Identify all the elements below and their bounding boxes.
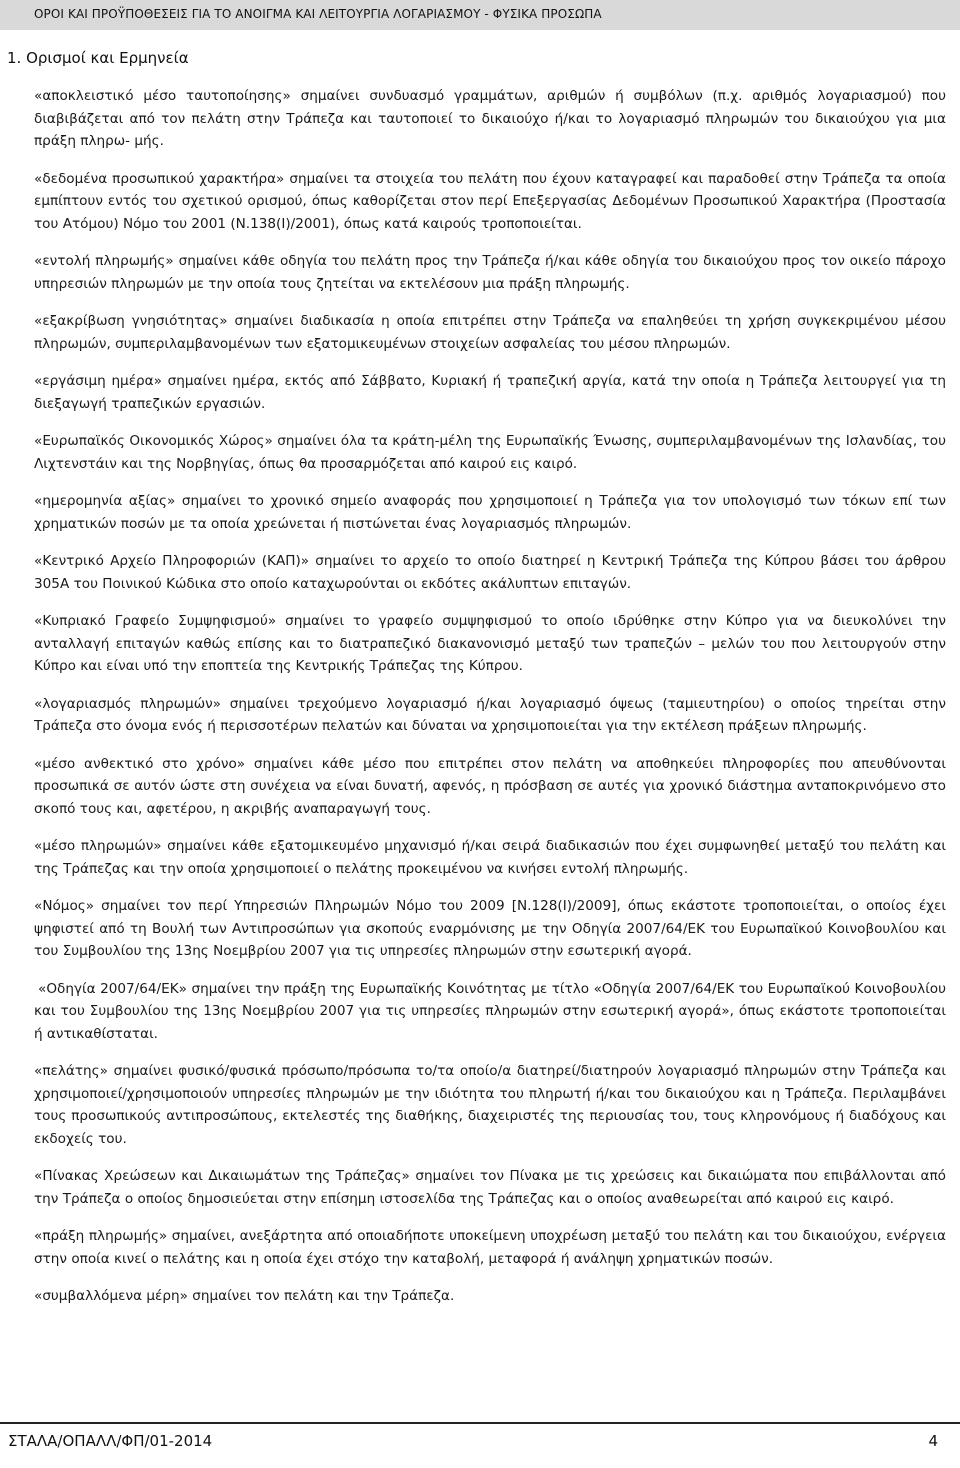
definition-paragraph: «Ευρωπαϊκός Οικονομικός Χώρος» σημαίνει όλα τα κράτη-μέλη της Ευρωπαϊκής Ένωσης, συμπεριλαμβανομένων της Ισλανδίας, του Λιχτενστάιν και της Νορβηγίας, όπως θα προσαρμόζεται από καιρού εις καιρό. bbox=[34, 433, 946, 472]
definition-paragraph: «δεδομένα προσωπικού χαρακτήρα» σημαίνει τα στοιχεία του πελάτη που έχουν καταγραφεί και παραδοθεί στην Τράπεζα τα οποία εμπίπτουν εντός του σχετικού ορισμού, όπως καθορίζεται στον περί Επεξεργασίας Δεδομένων Προσωπικού Χαρακτήρα (Προστασία του Ατόμου) Νόμο του 2001 (Ν.138(Ι)/2001), όπως κατά καιρούς τροποποιείται. bbox=[34, 170, 946, 232]
footer-divider bbox=[0, 1422, 960, 1424]
footer-reference: ΣΤΑΛΑ/ΟΠΑΛΛ/ΦΠ/01-2014 bbox=[8, 1432, 213, 1450]
definition-paragraph: «πράξη πληρωμής» σημαίνει, ανεξάρτητα από οποιαδήποτε υποκείμενη υποχρέωση μεταξύ του πελάτη και του δικαιούχου, ενέργεια στην οποία κινεί ο πελάτης και η οποία έχει στόχο την καταβολή, μεταφορά ή ανάληψη χρηματικών ποσών. bbox=[34, 1228, 946, 1267]
definition-paragraph: «εργάσιμη ημέρα» σημαίνει ημέρα, εκτός από Σάββατο, Κυριακή ή τραπεζική αργία, κατά την οποία η Τράπεζα λειτουργεί για τη διεξαγωγή τραπεζικών εργασιών. bbox=[34, 373, 946, 412]
running-header bbox=[0, 0, 960, 30]
definition-paragraph: «αποκλειστικό μέσο ταυτοποίησης» σημαίνει συνδυασμό γραμμάτων, αριθμών ή συμβόλων (π.χ. αριθμός λογαριασμού) που διαβιβάζεται από τον πελάτη στην Τράπεζα και ταυτοποιεί το δικαιούχο ή/και το λογαριασμό πληρωμών του δικαιούχου για μια πράξη πληρω- μής. bbox=[34, 88, 946, 149]
definition-paragraph: «εντολή πληρωμής» σημαίνει κάθε οδηγία του πελάτη προς την Τράπεζα ή/και κάθε οδηγία του δικαιούχου προς τον οικείο πάροχο υπηρεσιών πληρωμών με την οποία τους ζητείται να εκτελέσουν μια πράξη πληρωμής. bbox=[34, 253, 946, 292]
definition-paragraph: «συμβαλλόμενα μέρη» σημαίνει τον πελάτη και την Τράπεζα. bbox=[34, 1288, 455, 1304]
running-header-title: ΟΡΟΙ ΚΑΙ ΠΡΟΫΠΟΘΕΣΕΙΣ ΓΙΑ ΤΟ ΑΝΟΙΓΜΑ ΚΑΙ ΛΕΙΤΟΥΡΓΙΑ ΛΟΓΑΡΙΑΣΜΟΥ - ΦΥΣΙΚΑ ΠΡΟΣΩΠΑ bbox=[34, 7, 602, 21]
definitions-list bbox=[34, 85, 946, 1308]
definition-paragraph: «μέσο πληρωμών» σημαίνει κάθε εξατομικευμένο μηχανισμό ή/και σειρά διαδικασιών που έχει συμφωνηθεί μεταξύ του πελάτη και της Τράπεζας και την οποία χρησιμοποιεί ο πελάτης προκειμένου να κινήσει εντολή πληρωμής. bbox=[34, 838, 946, 877]
definition-paragraph: «Κεντρικό Αρχείο Πληροφοριών (ΚΑΠ)» σημαίνει το αρχείο το οποίο διατηρεί η Κεντρική Τράπεζα της Κύπρου βάσει του άρθρου 305Α του Ποινικού Κώδικα στο οποίο καταχωρούνται οι εκδότες ακάλυπτων επιταγών. bbox=[34, 553, 946, 592]
definition-paragraph: «ημερομηνία αξίας» σημαίνει το χρονικό σημείο αναφοράς που χρησιμοποιεί η Τράπεζα για τον υπολογισμό των τόκων επί των χρηματικών ποσών με τα οποία χρεώνεται ή πιστώνεται ένας λογαριασμός πληρωμών. bbox=[34, 493, 946, 532]
section-title: 1. Ορισμοί και Ερμηνεία bbox=[7, 49, 189, 67]
definition-paragraph: «Πίνακας Χρεώσεων και Δικαιωμάτων της Τράπεζας» σημαίνει τον Πίνακα με τις χρεώσεις και δικαιώματα που επιβάλλονται από την Τράπεζα ο οποίος δημοσιεύεται στην επίσημη ιστοσελίδα της Τράπεζας και ο οποίος αναθεωρείται από καιρού εις καιρό. bbox=[34, 1168, 946, 1207]
definition-paragraph: «λογαριασμός πληρωμών» σημαίνει τρεχούμενο λογαριασμό ή/και λογαριασμό όψεως (ταμιευτηρίου) ο οποίος τηρείται στην Τράπεζα στο όνομα ενός ή περισσοτέρων πελατών και δύναται να χρησιμοποιείται για την εκτέλεση πράξεων πληρωμής. bbox=[34, 695, 946, 734]
definition-paragraph: «εξακρίβωση γνησιότητας» σημαίνει διαδικασία η οποία επιτρέπει στην Τράπεζα να επαληθεύει τη χρήση συγκεκριμένου μέσου πληρωμών, συμπεριλαμβανομένων των εξατομικευμένων στοιχείων ασφαλείας του μέσου πληρωμών. bbox=[34, 313, 946, 352]
definition-paragraph: «Νόμος» σημαίνει τον περί Υπηρεσιών Πληρωμών Νόμο του 2009 [Ν.128(Ι)/2009], όπως εκάστοτε τροποποιείται, ο οποίος έχει ψηφιστεί από τη Βουλή των Αντιπροσώπων για σκοπούς εναρμόνισης με την Οδηγία 2007/64/ΕΚ του Ευρωπαϊκού Κοινοβουλίου και του Συμβουλίου της 13ης Νοεμβρίου 2007 για τις υπηρεσίες πληρωμών στην εσωτερική αγορά. bbox=[34, 898, 946, 959]
definition-paragraph: «Κυπριακό Γραφείο Συμψηφισμού» σημαίνει το γραφείο συμψηφισμού το οποίο ιδρύθηκε στην Κύπρο για να διευκολύνει την ανταλλαγή επιταγών καθώς επίσης και το διατραπεζικό διακανονισμό μεταξύ των τραπεζών – μελών του που λειτουργούν στην Κύπρο και είναι υπό την εποπτεία της Κεντρικής Τράπεζας της Κύπρου. bbox=[34, 613, 946, 674]
definition-paragraph: «πελάτης» σημαίνει φυσικό/φυσικά πρόσωπο/πρόσωπα το/τα οποίο/α διατηρεί/διατηρούν λογαριασμό πληρωμών στην Τράπεζα και χρησιμοποιεί/χρησιμοποιούν υπηρεσίες πληρωμών με την ιδιότητα του πληρωτή ή/και του δικαιούχου και η Τράπεζα. Περιλαμβάνει τους προσωπικούς αντιπροσώπους, εκτελεστές της διαθήκης, διαχειριστές της περιουσίας του, τους κληρονόμους ή διαδόχους και εκδοχείς του. bbox=[34, 1063, 946, 1147]
page-number: 4 bbox=[928, 1432, 938, 1450]
definition-paragraph: «μέσο ανθεκτικό στο χρόνο» σημαίνει κάθε μέσο που επιτρέπει στον πελάτη να αποθηκεύει πληροφορίες που απευθύνονται προσωπικά σε αυτόν ώστε στη συνέχεια να είναι δυνατή, αφενός, η πρόσβαση σε αυτές για χρονικό διάστημα ανταποκρινόμενο στο σκοπό τους και, αφετέρου, η ακριβής αναπαραγωγή τους. bbox=[34, 755, 946, 817]
definition-paragraph: «Οδηγία 2007/64/ΕΚ» σημαίνει την πράξη της Ευρωπαϊκής Κοινότητας με τίτλο «Οδηγία 2007/64/ΕΚ του Ευρωπαϊκού Κοινοβουλίου και του Συμβουλίου της 13ης Νοεμβρίου 2007 για τις υπηρεσίες πληρωμών στην εσωτερική αγορά», όπως εκάστοτε τροποποιείται ή αντικαθίσταται. bbox=[34, 980, 946, 1042]
